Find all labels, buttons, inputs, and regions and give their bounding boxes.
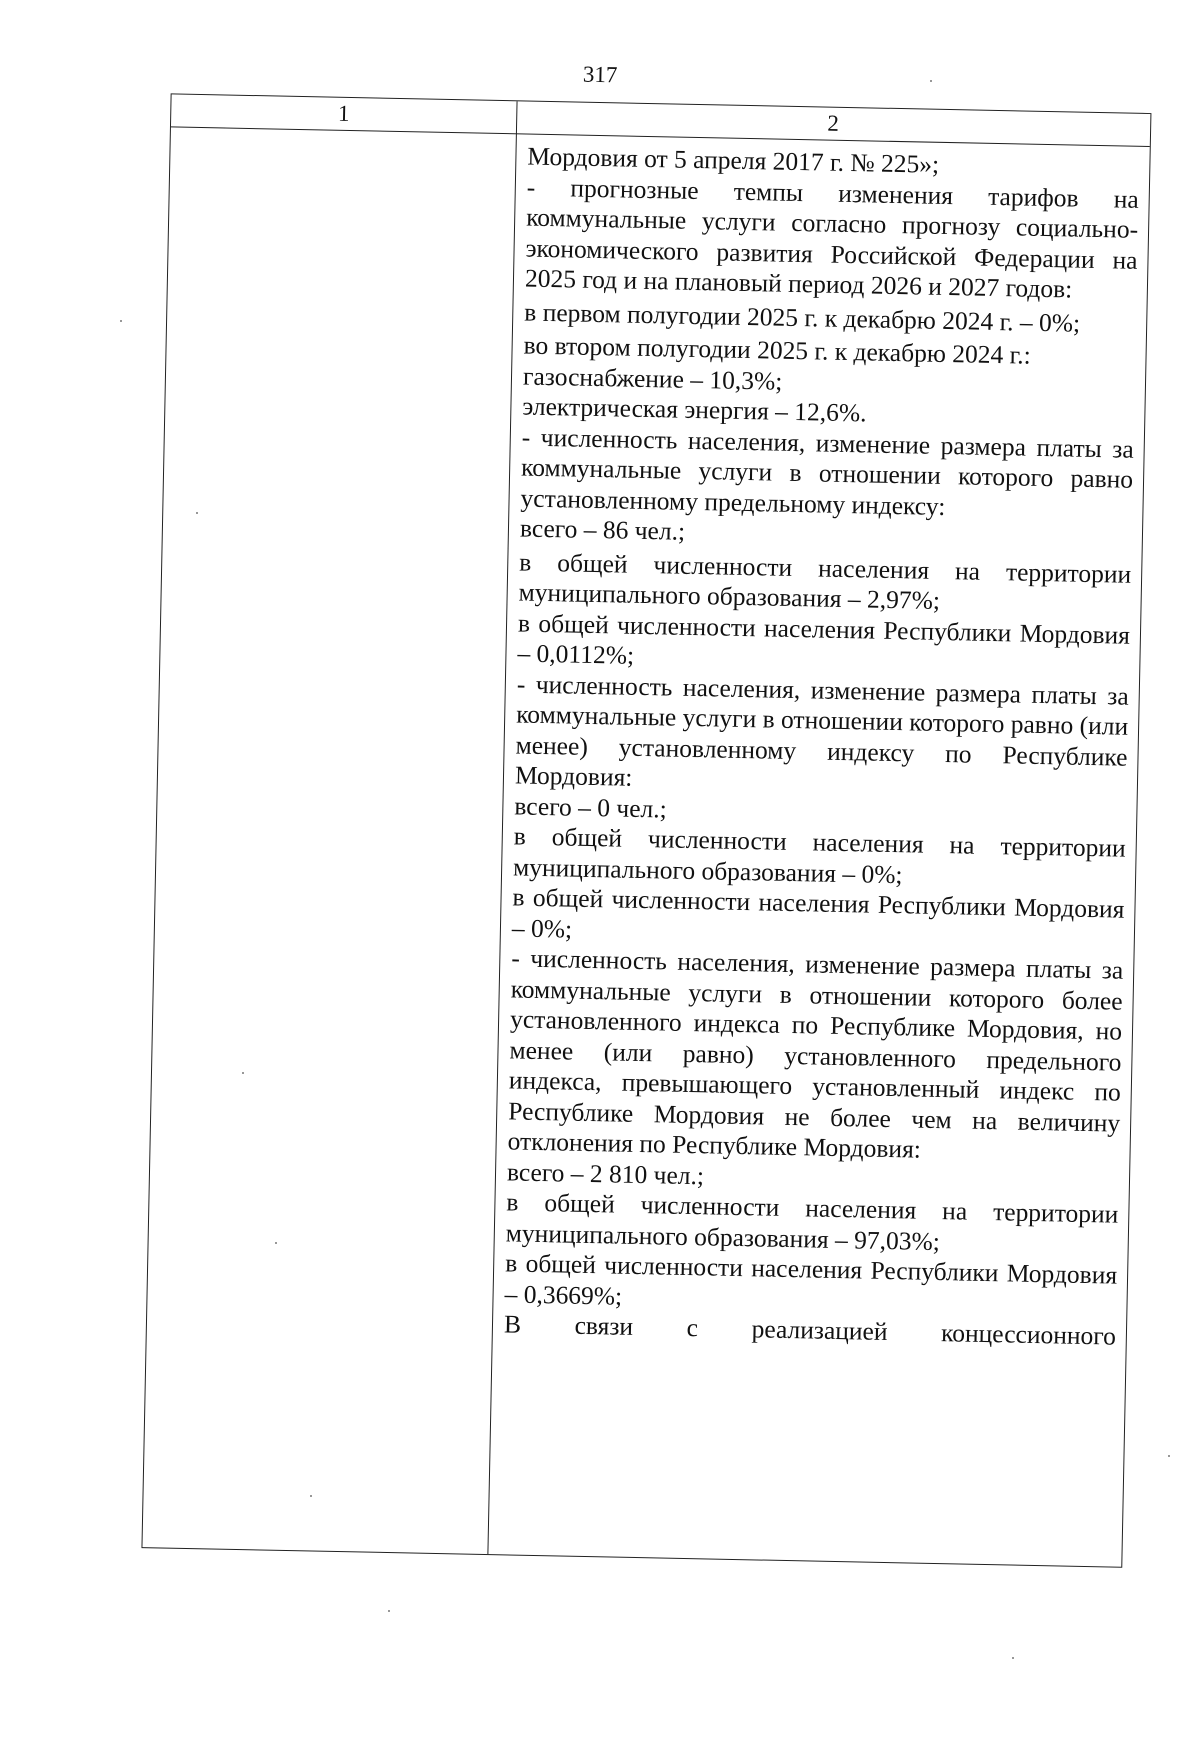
scan-speck [242, 1072, 244, 1074]
paragraph: в общей численности населения на территории муниципального образования – 0%; [512, 821, 1126, 889]
paragraph: В связи с реализацией концессионного [503, 1309, 1117, 1351]
column-2-cell [504, 142, 1140, 1353]
column-2-header: 2 [827, 110, 840, 136]
paragraph: Мордовия от 5 апреля 2017 г. № 225»; [527, 141, 940, 179]
scan-speck [1168, 1455, 1170, 1457]
scan-speck [310, 1495, 312, 1497]
paragraph: - численность населения, изменение размера платы за коммунальные услуги в отношении которого равно (или менее) установленному индексу по Республике Мордовия: [514, 668, 1130, 792]
paragraph: в общей численности населения Республики Мордовия – 0,0112%; [517, 607, 1131, 670]
paragraph: - прогнозные темпы изменения тарифов на коммунальные услуги согласно прогнозу социально-экономического развития Российской Федерации на 2025 год и на плановый период 2026 и 2027 годов: [524, 172, 1140, 304]
paragraph: в общей численности населения Республики Мордовия – 0,3669%; [504, 1248, 1118, 1311]
page-number: 317 [582, 61, 618, 88]
paragraph: всего – 86 чел.; [519, 513, 686, 546]
paragraph: - численность населения, изменение размера платы за коммунальные услуги в отношении которого более установленного индекса по Республике Мордовия, но менее (или равно) установленного предельного индекса, превышающего установленный индекс по Республике Мордовия не более чем на величину отклонения по Республике Мордовия: [507, 943, 1124, 1164]
document-table [141, 93, 1151, 1567]
paragraph: в первом полугодии 2025 г. к декабрю 2024 г. – 0%; [524, 297, 1081, 338]
paragraph: в общей численности населения Республики Мордовия – 0%; [511, 882, 1125, 944]
paragraph: электрическая энергия – 12,6%. [522, 391, 867, 428]
column-1-header: 1 [337, 100, 350, 126]
paragraph: - численность населения, изменение размера платы за коммунальные услуги в отношении которого равно установленному предельному индексу: [520, 422, 1134, 521]
scan-speck [275, 1242, 277, 1244]
paragraph: всего – 0 чел.; [514, 790, 668, 823]
paragraph: в общей численности населения на территории муниципального образования – 97,03%; [505, 1187, 1119, 1256]
scan-speck [120, 320, 122, 322]
scan-speck [930, 80, 932, 82]
paragraph: в общей численности населения на территории муниципального образования – 2,97%; [518, 546, 1132, 615]
paragraph: всего – 2 810 чел.; [506, 1156, 705, 1190]
scan-speck [388, 1610, 390, 1612]
scan-speck [196, 512, 198, 514]
paragraph: газоснабжение – 10,3%; [522, 361, 783, 396]
paragraph: во втором полугодии 2025 г. к декабрю 2024 г.: [523, 330, 1032, 370]
scan-speck [1012, 1657, 1014, 1659]
